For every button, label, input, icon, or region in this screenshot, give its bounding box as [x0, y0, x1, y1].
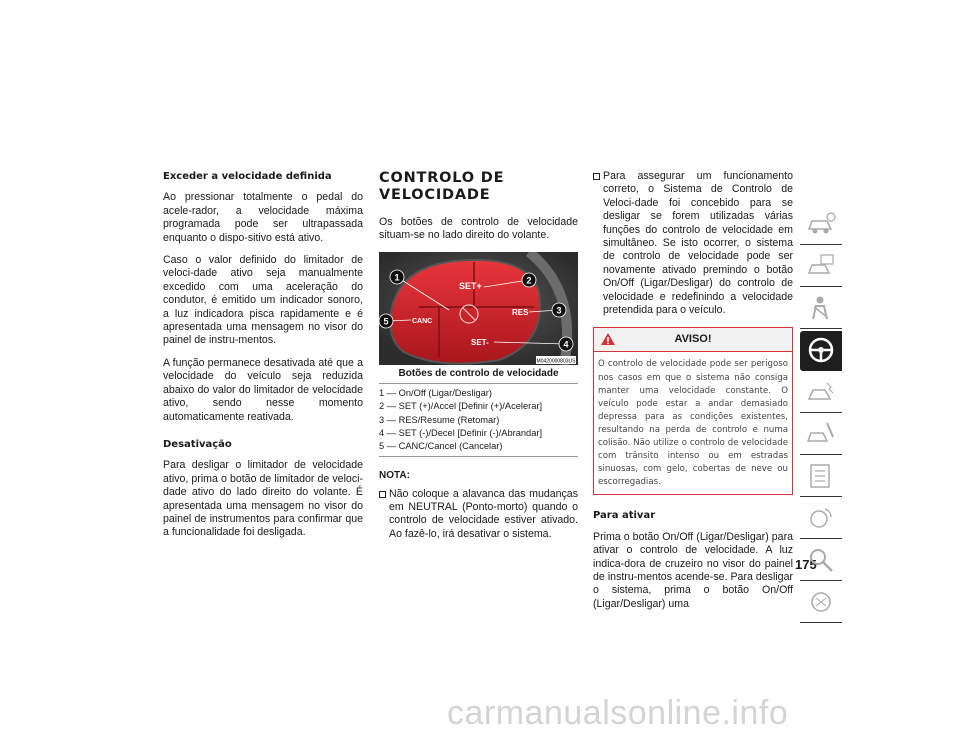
page-number: 175 [795, 557, 817, 572]
warning-header [594, 328, 792, 352]
figure-code: M0420000803US [536, 358, 576, 365]
warning-text: O controlo de velocidade pode ser perigoso nos casos em que o sistema não consiga manter uma velocidade constante. O veículo pode estar a andar demasiado depressa para as condições existentes, resultando na perda de controlo e numa colisão. Não utilize o controlo de velocidade com trânsito intenso ou em estradas sinuosas, com gelo, cobertas de neve ou escorregadias. [598, 359, 788, 488]
tab-vehicle-intro[interactable] [800, 205, 842, 245]
figure-caption: Botões de controlo de velocidade [398, 367, 559, 379]
left-column [163, 170, 363, 549]
figure-legend [379, 383, 578, 457]
checkbox-bullet-icon [593, 173, 600, 180]
legend-item: 3 — RES/Resume (Retomar) [379, 414, 500, 425]
canc-label: CANC [412, 317, 433, 325]
car-info-icon [805, 209, 837, 239]
section-heading-deactivation: Desativação [163, 438, 232, 450]
checkbox-bullet-icon [379, 491, 386, 498]
right-column [593, 170, 793, 620]
paragraph: Caso o valor definido do limitador de veloci-dade ativo seja manualmente excedido com uma aceleração do condutor, é emitido um indicador sonoro, a luz indicadora pisca rapidamente e é apresentada uma mensagem no visor do painel de instru-mentos. [163, 254, 363, 347]
steering-wheel-buttons-image [379, 252, 578, 365]
paragraph: A função permanece desativada até que a velocidade do veículo seja reduzida abaixo do valor do limitador de velocidade ativo, sendo nesse momento automaticamente reativada. [163, 356, 363, 423]
tab-starting-and-operating[interactable] [800, 331, 842, 371]
legend-item: 4 — SET (-)/Decel [Definir (-)/Abrandar] [379, 427, 543, 438]
language-icon [805, 587, 837, 617]
callout-4: 4 [563, 339, 569, 350]
warning-title: AVISO! [674, 333, 712, 346]
legend-item: 2 — SET (+)/Accel [Definir (+)/Acelerar] [379, 401, 543, 412]
paragraph: Ao pressionar totalmente o pedal do acele-rador, a velocidade máxima programada pode ser ultrapassada enquanto o dispo-sitivo está ativo. [163, 191, 363, 244]
paragraph: Para desligar o limitador de velocidade ativo, prima o botão de limitador de veloci-dade ativo do lado direito do volante. É apresentada uma mensagem no visor do painel de instrumentos para confirmar que a funcionalidade foi desligada. [163, 459, 363, 539]
section-heading-exceed-speed: Exceder a velocidade definida [163, 171, 332, 182]
tab-multimedia[interactable] [800, 499, 842, 539]
watermark: carmanualsonline.info [447, 694, 789, 732]
tab-technical-specs[interactable] [800, 457, 842, 497]
tab-servicing[interactable] [800, 415, 842, 455]
callout-3: 3 [556, 305, 562, 316]
res-label: RES [512, 307, 529, 317]
info-bullet-text: Para assegurar um funcionamento correto, o Sistema de Controlo de Veloci-dade foi concebido para se desligar se forem utilizadas várias funções do controlo de velocidade em simultâneo. Se isto ocorrer, o sistema de controlo de velocidade pode ser novamente ativado premindo o botão On/Off (Ligar/Desligar) do controlo de velocidade e redefinindo a velocidade pretendida para o veículo. [603, 170, 793, 317]
warning-box [593, 327, 793, 495]
buttons-illustration [379, 252, 578, 365]
spec-list-icon [805, 461, 837, 491]
chapter-tabs [800, 205, 842, 625]
tab-index[interactable] [800, 541, 842, 581]
set-plus-label: SET+ [459, 280, 482, 291]
info-bullet [593, 170, 793, 317]
set-minus-label: SET- [471, 337, 489, 347]
tab-emergency[interactable] [800, 373, 842, 413]
legend-item: 5 — CANC/Cancel (Cancelar) [379, 441, 503, 452]
seatbelt-icon [805, 293, 837, 323]
legend-item: 1 — On/Off (Ligar/Desligar) [379, 388, 492, 399]
steering-wheel-icon [805, 335, 837, 365]
multimedia-icon [805, 503, 837, 533]
tab-getting-to-know[interactable] [800, 247, 842, 287]
callout-1: 1 [394, 272, 400, 283]
note-heading: NOTA: [379, 470, 410, 482]
note-bullet [379, 488, 578, 542]
tab-language[interactable] [800, 583, 842, 623]
callout-5: 5 [383, 316, 389, 327]
middle-column [379, 170, 578, 549]
car-key-icon [805, 251, 837, 281]
magnifier-icon [805, 545, 837, 575]
chapter-title-line1: CONTROLO DE [379, 170, 505, 186]
tab-safety[interactable] [800, 289, 842, 329]
callout-2: 2 [526, 275, 532, 286]
chapter-title [379, 170, 578, 204]
chapter-title-line2: VELOCIDADE [379, 187, 491, 203]
note-bullet-text: Não coloque a alavanca das mudanças em NEUTRAL (Ponto-morto) quando o controlo de velocidade estiver ativado. Ao fazê-lo, irá desativar o sistema. [389, 487, 578, 540]
car-wrench-icon [805, 419, 837, 449]
car-crash-icon [805, 377, 837, 407]
section-heading-activate: Para ativar [593, 510, 656, 522]
paragraph: Prima o botão On/Off (Ligar/Desligar) para ativar o controlo de velocidade. A luz indica-dora de cruzeiro no visor do painel de instru-mentos acende-se. Para desligar o sistema, prima o botão On/Off (Ligar/Desligar) uma [593, 530, 793, 610]
intro-paragraph: Os botões de controlo de velocidade situam-se no lado direito do volante. [379, 216, 578, 242]
